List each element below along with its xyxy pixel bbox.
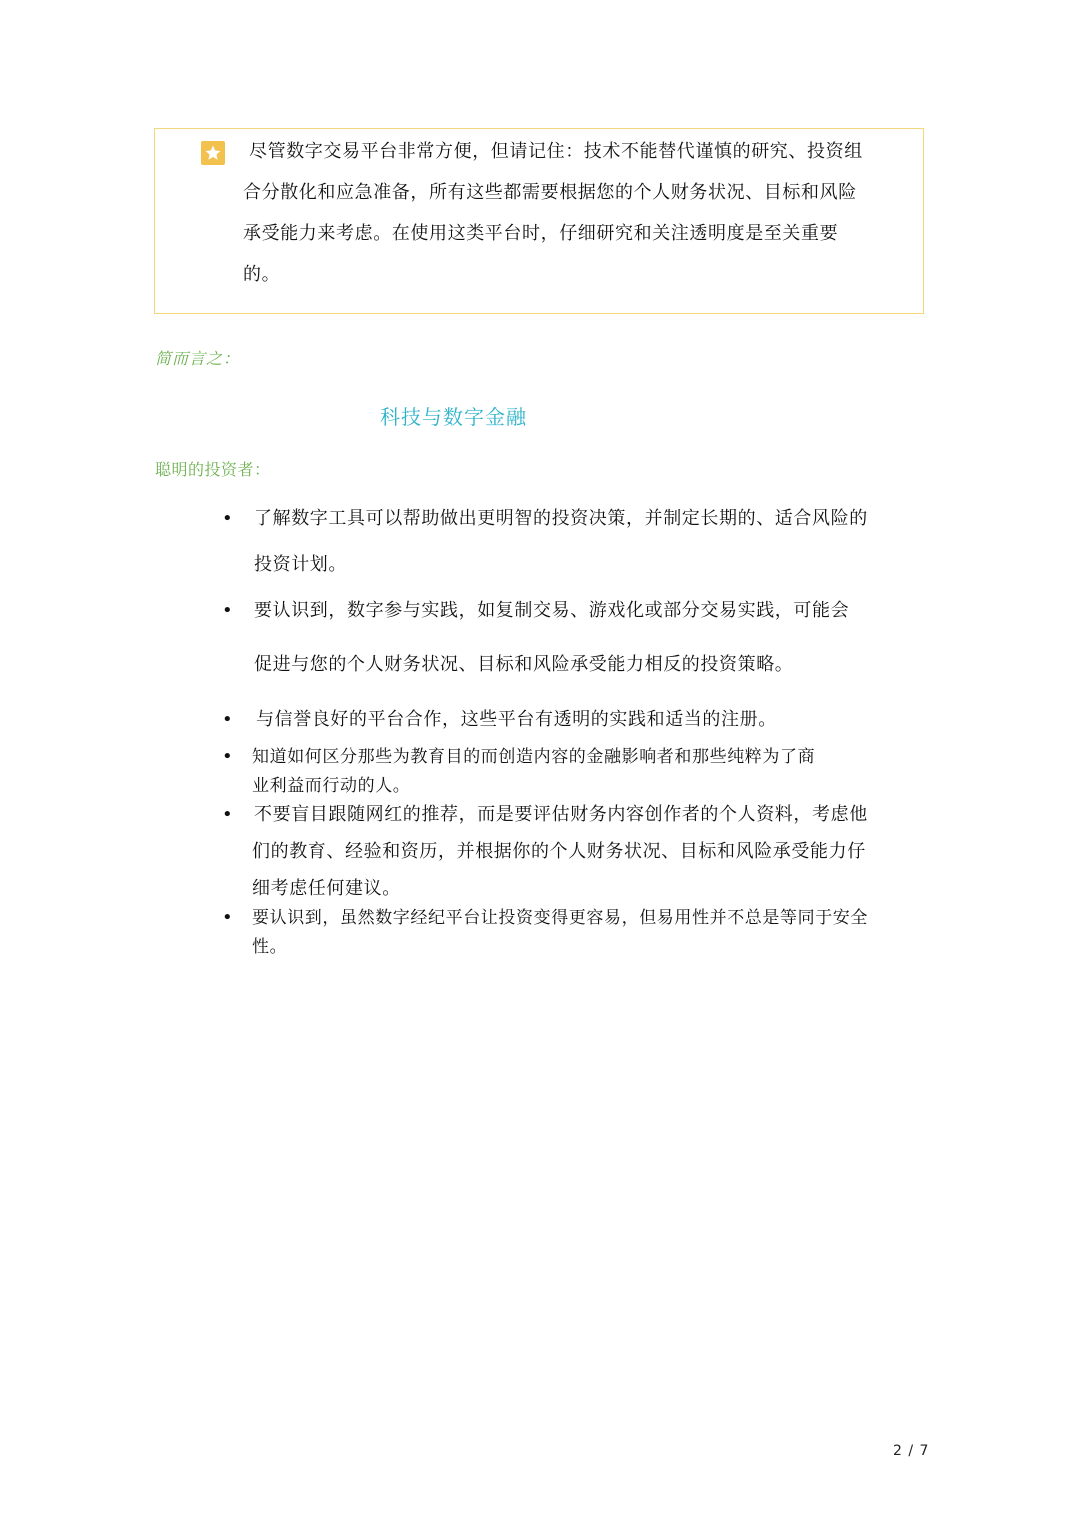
bullet-text: 促进与您的个人财务状况、目标和风险承受能力相反的投资策略。 xyxy=(254,654,794,675)
bullet-text: 投资计划。 xyxy=(254,554,347,575)
tip-callout-box xyxy=(154,128,924,314)
bullet-text: 性。 xyxy=(252,937,288,957)
bullet-text: 不要盲目跟随网红的推荐，而是要评估财务内容创作者的个人资料，考虑他 xyxy=(254,804,868,825)
page-number: 2 / 7 xyxy=(893,1443,930,1459)
bullet-text: 细考虑任何建议。 xyxy=(252,878,401,899)
bullet-text: 要认识到，数字参与实践，如复制交易、游戏化或部分交易实践，可能会 xyxy=(254,600,850,621)
tip-line: 的。 xyxy=(243,264,281,285)
summary-label: 简而言之： xyxy=(155,349,241,368)
tip-line: 承受能力来考虑。在使用这类平台时，仔细研究和关注透明度是至关重要 xyxy=(243,223,839,244)
bullet-text: 们的教育、经验和资历，并根据你的个人财务状况、目标和风险承受能力仔 xyxy=(252,841,866,862)
star-icon-glyph xyxy=(204,144,222,162)
bullet-dot: • xyxy=(222,600,233,621)
tip-line: 合分散化和应急准备，所有这些都需要根据您的个人财务状况、目标和风险 xyxy=(243,182,857,203)
bullet-dot: • xyxy=(222,907,233,928)
bullet-dot: • xyxy=(222,746,233,767)
bullet-text: 知道如何区分那些为教育目的而创造内容的金融影响者和那些纯粹为了商 xyxy=(252,747,816,767)
bullet-text: 要认识到，虽然数字经纪平台让投资变得更容易，但易用性并不总是等同于安全 xyxy=(252,908,868,928)
bullet-dot: • xyxy=(222,804,233,825)
bullet-dot: • xyxy=(222,709,233,730)
bullet-text: 了解数字工具可以帮助做出更明智的投资决策，并制定长期的、适合风险的 xyxy=(254,508,868,529)
bullet-text: 业利益而行动的人。 xyxy=(252,776,411,796)
star-icon xyxy=(201,141,225,165)
investor-label: 聪明的投资者： xyxy=(155,460,271,479)
bullet-dot: • xyxy=(222,508,233,529)
bullet-text: 与信誉良好的平台合作，这些平台有透明的实践和适当的注册。 xyxy=(256,709,777,730)
tip-line: 尽管数字交易平台非常方便，但请记住：技术不能替代谨慎的研究、投资组 xyxy=(249,141,863,162)
section-heading: 科技与数字金融 xyxy=(380,405,527,429)
